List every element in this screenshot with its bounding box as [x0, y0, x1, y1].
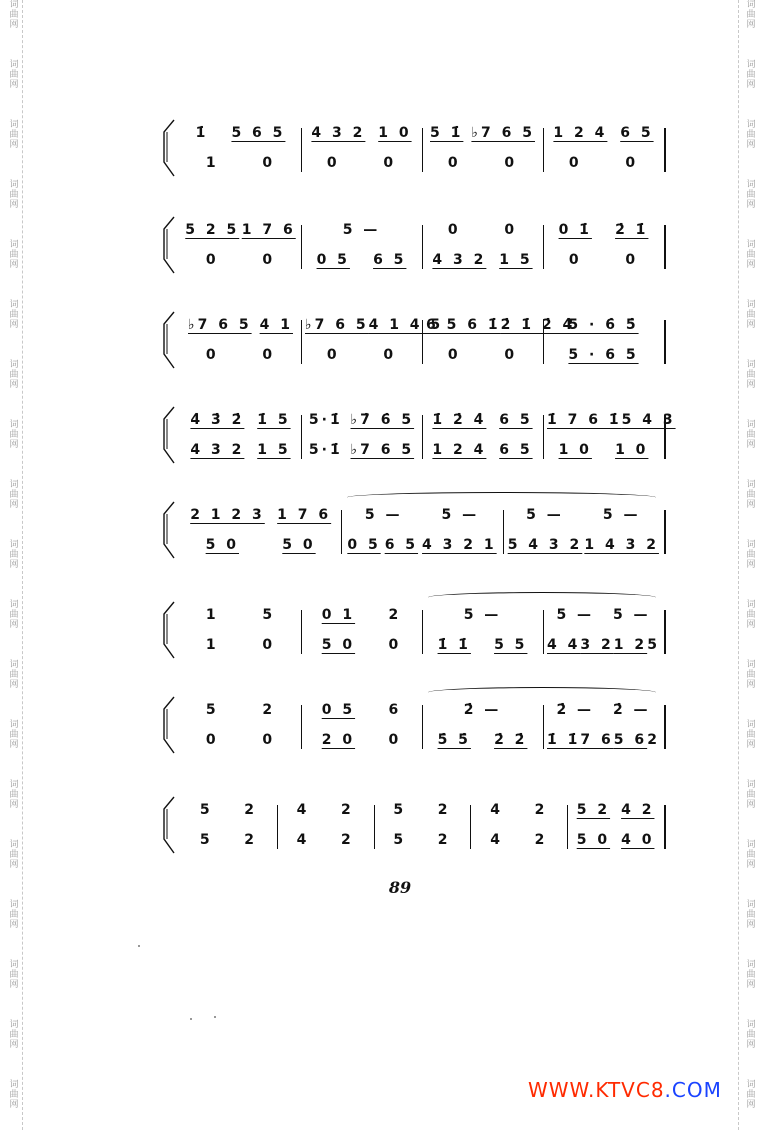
barline: [567, 805, 568, 849]
tie-slur: [428, 687, 656, 698]
note-group: ♭7 6 5: [471, 125, 535, 141]
note-group: 5·1̇: [308, 442, 343, 458]
note-group: 2: [244, 832, 257, 848]
measure: [547, 122, 660, 144]
note-group: 5 4 3: [621, 412, 676, 428]
note-group: 2: [647, 732, 660, 748]
score-system: [160, 310, 666, 366]
upper-staff: [180, 504, 664, 526]
measure: [547, 699, 660, 721]
watermark-text: 词 曲 网: [9, 300, 19, 330]
note-group: 5 0: [321, 637, 356, 653]
watermark-text: 词 曲 网: [746, 360, 756, 390]
note-group: 0: [205, 252, 219, 268]
note-group: 1 5: [499, 252, 533, 268]
note-group: 0: [447, 155, 461, 171]
note-group: ♭7̇ 6̇ 5: [350, 412, 415, 428]
note-group: 0: [625, 252, 639, 268]
note-group: 2̇ 1̇: [615, 222, 649, 238]
note-group: 2: [341, 802, 354, 818]
barline: [543, 705, 544, 749]
note-group: 0: [262, 252, 276, 268]
note-group: 2: [534, 832, 548, 848]
note-group: 0: [504, 155, 518, 171]
barline: [543, 610, 544, 654]
note-group: 5: [199, 802, 213, 818]
system-brace: [158, 118, 178, 178]
note-group: 0 5: [321, 702, 356, 718]
note-group: 2̇ 1̇ 2̇ 4̇: [500, 317, 576, 333]
note-group: 5·1̇: [308, 412, 343, 428]
note-group: 0: [383, 155, 397, 171]
measure: [426, 219, 539, 241]
site-suffix: .COM: [664, 1078, 722, 1102]
note-group: 5̇ 5̇: [437, 732, 471, 748]
note-group: 2: [534, 802, 548, 818]
note-group: 1 2 4: [553, 125, 608, 141]
note-group: 2: [262, 702, 276, 718]
note-group: 5 —: [342, 222, 381, 238]
watermark-text: 词 曲 网: [9, 780, 19, 810]
watermark-text: 词 曲 网: [9, 660, 19, 690]
measure: [426, 634, 539, 656]
measure: [281, 829, 370, 851]
watermark-text: 词 曲 网: [9, 600, 19, 630]
measure: [184, 219, 297, 241]
measure: [547, 249, 660, 271]
watermark-text: 词 曲 网: [746, 120, 756, 150]
note-group: 0: [262, 732, 276, 748]
measure: [184, 534, 337, 556]
system-brace: [158, 215, 178, 275]
final-barline: [664, 128, 666, 172]
note-group: 5 6: [613, 732, 648, 748]
note-group: 2̇ 2̇: [494, 732, 528, 748]
measure: [378, 799, 467, 821]
measure: [184, 314, 297, 336]
measure: [305, 409, 418, 431]
note-group: 1̇ 5: [257, 412, 291, 428]
watermark-text: 词 曲 网: [9, 420, 19, 450]
watermark-text: 词 曲 网: [9, 540, 19, 570]
note-group: 4 4: [547, 637, 581, 653]
measure: [426, 122, 539, 144]
barline: [301, 610, 302, 654]
measure: [547, 219, 660, 241]
note-group: 0: [447, 347, 461, 363]
watermark-text: 词 曲 网: [9, 840, 19, 870]
tie-slur: [428, 592, 656, 603]
watermark-text: 词 曲 网: [9, 240, 19, 270]
watermark-text: 词 曲 网: [746, 900, 756, 930]
note-group: 4 3 2: [432, 252, 487, 268]
barline: [422, 415, 423, 459]
measure: [305, 439, 418, 461]
site-watermark-logo: [528, 1078, 722, 1102]
note-group: 5 4 3 2: [507, 537, 583, 553]
note-group: 4 1: [259, 317, 293, 333]
measure: [184, 604, 297, 626]
note-group: 0 5: [347, 537, 381, 553]
system-brace: [158, 600, 178, 660]
site-prefix: WWW.: [528, 1078, 596, 1102]
measure: [426, 344, 539, 366]
note-group: 1̇ 7 6 1̇: [547, 412, 622, 428]
measure: [184, 634, 297, 656]
watermark-text: 词 曲 网: [9, 180, 19, 210]
right-margin-line: [738, 0, 739, 1130]
note-group: 1 2 4: [432, 442, 487, 458]
note-group: 0: [568, 155, 582, 171]
note-group: 4 2: [621, 802, 655, 818]
note-group: 5 0: [282, 537, 316, 553]
note-group: 1 7 6: [241, 222, 296, 238]
note-group: 5 2 5: [185, 222, 240, 238]
watermark-text: 词 曲 网: [746, 0, 756, 30]
measure: [184, 504, 337, 526]
note-group: 2 1 2 3: [190, 507, 265, 523]
measure: [426, 249, 539, 271]
measure: [426, 439, 539, 461]
measure: [184, 729, 297, 751]
note-group: 1: [205, 155, 219, 171]
measure: [547, 409, 676, 431]
measure: [345, 534, 498, 556]
note-group: 2̇ —: [612, 702, 651, 718]
watermark-text: 词 曲 网: [746, 420, 756, 450]
note-group: 1̇ 2̇ 4̇: [432, 412, 487, 428]
watermark-text: 词 曲 网: [746, 300, 756, 330]
left-margin-line: [22, 0, 23, 1130]
final-barline: [664, 415, 666, 459]
note-group: 0: [388, 732, 402, 748]
note-group: 6 5 6 1̇: [426, 317, 501, 333]
measure: [305, 604, 418, 626]
note-group: 0: [326, 155, 340, 171]
measure: [184, 439, 297, 461]
note-group: 4: [490, 802, 503, 818]
note-group: 0: [447, 222, 461, 238]
note-group: 5 —: [556, 607, 595, 623]
watermark-text: 词 曲 网: [9, 1020, 19, 1050]
note-group: 0: [205, 732, 219, 748]
note-group: 1 2: [613, 637, 648, 653]
measure: [426, 152, 539, 174]
note-group: 5 · 6 5: [568, 347, 639, 363]
measure: [305, 249, 418, 271]
measure: [184, 249, 297, 271]
note-group: 0: [625, 155, 639, 171]
barline: [277, 805, 278, 849]
note-group: 5 —: [364, 507, 403, 523]
barline: [301, 415, 302, 459]
barline: [341, 510, 342, 554]
measure: [426, 729, 539, 751]
print-speck: [214, 1016, 216, 1018]
measure: [184, 344, 297, 366]
score-system: [160, 118, 666, 174]
watermark-text: 词 曲 网: [9, 720, 19, 750]
measure: [507, 504, 660, 526]
score-system: [160, 215, 666, 271]
note-group: 7 6: [580, 732, 614, 748]
watermark-text: 词 曲 网: [746, 840, 756, 870]
lower-staff: [180, 534, 664, 556]
measure: [571, 829, 660, 851]
note-group: 4 3 2: [311, 125, 366, 141]
measure: [571, 799, 660, 821]
note-group: 4 1 4 5: [368, 317, 444, 333]
measure: [547, 634, 660, 656]
watermark-text: 词 曲 网: [746, 60, 756, 90]
measure: [426, 409, 539, 431]
measure: [426, 604, 539, 626]
measure: [378, 829, 467, 851]
note-group: ♭7 6 5: [305, 317, 369, 333]
note-group: 0: [568, 252, 582, 268]
note-group: 1 4 3 2: [584, 537, 659, 553]
barline: [470, 805, 471, 849]
barline: [374, 805, 375, 849]
note-group: 5 5: [494, 637, 528, 653]
note-group: 1 0: [378, 125, 412, 141]
note-group: 0: [262, 637, 276, 653]
final-barline: [664, 805, 666, 849]
measure: [474, 799, 563, 821]
measure: [184, 829, 273, 851]
final-barline: [664, 705, 666, 749]
watermark-text: 词 曲 网: [9, 480, 19, 510]
measure: [305, 344, 418, 366]
measure: [547, 604, 660, 626]
note-group: 0 1̇: [558, 222, 592, 238]
note-group: 1̇ 1̇: [437, 637, 471, 653]
watermark-text: 词 曲 网: [746, 240, 756, 270]
barline: [301, 225, 302, 269]
note-group: 5 —: [441, 507, 480, 523]
measure: [547, 152, 660, 174]
system-brace: [158, 695, 178, 755]
measure: [184, 799, 273, 821]
note-group: 2̇ —: [463, 702, 502, 718]
score-system: [160, 405, 676, 461]
note-group: 4 0: [621, 832, 655, 848]
note-group: 5 0: [576, 832, 611, 848]
note-group: 0 5: [316, 252, 350, 268]
note-group: 2: [341, 832, 354, 848]
watermark-text: 词 曲 网: [746, 600, 756, 630]
measure: [426, 314, 576, 336]
upper-staff: [180, 799, 664, 821]
note-group: 5: [647, 637, 660, 653]
measure: [474, 829, 563, 851]
system-brace: [158, 500, 178, 560]
system-brace: [158, 795, 178, 855]
measure: [305, 314, 444, 336]
note-group: 4 3 2: [190, 442, 245, 458]
note-group: 4: [490, 832, 503, 848]
system-brace: [158, 405, 178, 465]
note-group: 6 5: [373, 252, 407, 268]
note-group: 1̇: [195, 125, 209, 141]
watermark-text: 词 曲 网: [9, 120, 19, 150]
watermark-text: 词 曲 网: [746, 720, 756, 750]
note-group: 0: [504, 347, 518, 363]
note-group: 5 0: [205, 537, 239, 553]
barline: [543, 225, 544, 269]
score-system: [160, 600, 666, 656]
note-group: 5 —: [602, 507, 641, 523]
note-group: 1: [205, 637, 219, 653]
note-group: 6 5: [384, 537, 419, 553]
measure: [184, 409, 297, 431]
watermark-text: 词 曲 网: [9, 900, 19, 930]
note-group: 4: [296, 802, 310, 818]
measure: [281, 799, 370, 821]
barline: [543, 128, 544, 172]
note-group: 0: [205, 347, 219, 363]
note-group: 4̇ 3̇ 2̇: [190, 412, 245, 428]
final-barline: [664, 225, 666, 269]
barline: [301, 705, 302, 749]
note-group: 0 1: [321, 607, 356, 623]
note-group: 0: [388, 637, 402, 653]
barline: [422, 225, 423, 269]
note-group: 2: [437, 832, 451, 848]
note-group: 5: [205, 702, 219, 718]
measure: [305, 729, 418, 751]
watermark-text: 词 曲 网: [9, 60, 19, 90]
note-group: 5: [393, 832, 407, 848]
note-group: 5 —: [526, 507, 564, 523]
site-brand: KTVC8: [595, 1078, 665, 1102]
note-group: 1 7 6: [277, 507, 332, 523]
lower-staff: [180, 829, 664, 851]
note-group: 2: [244, 802, 257, 818]
note-group: 1 0: [558, 442, 592, 458]
note-group: 5: [262, 607, 276, 623]
measure: [547, 344, 660, 366]
barline: [422, 128, 423, 172]
watermark-text: 词 曲 网: [746, 1080, 756, 1110]
measure: [305, 152, 418, 174]
watermark-text: 词 曲 网: [746, 1020, 756, 1050]
measure: [305, 219, 418, 241]
final-barline: [664, 320, 666, 364]
note-group: 2: [437, 802, 451, 818]
note-group: 5 6 5: [231, 125, 286, 141]
measure: [305, 634, 418, 656]
watermark-text: 词 曲 网: [9, 1080, 19, 1110]
watermark-text: 词 曲 网: [746, 540, 756, 570]
note-group: 5: [199, 832, 213, 848]
measure: [547, 314, 660, 336]
note-group: 0: [326, 347, 340, 363]
note-group: 6 5: [620, 125, 654, 141]
barline: [503, 510, 504, 554]
watermark-text: 词 曲 网: [746, 960, 756, 990]
barline: [543, 320, 544, 364]
note-group: 0: [383, 347, 397, 363]
watermark-text: 词 曲 网: [746, 660, 756, 690]
measure: [547, 729, 660, 751]
measure: [547, 439, 660, 461]
watermark-text: 词 曲 网: [746, 480, 756, 510]
tie-slur: [347, 492, 656, 503]
note-group: 6 5: [499, 412, 533, 428]
note-group: 6: [388, 702, 402, 718]
final-barline: [664, 510, 666, 554]
score-system: [160, 695, 666, 751]
measure: [507, 534, 660, 556]
note-group: 5 2: [576, 802, 611, 818]
final-barline: [664, 610, 666, 654]
note-group: 2̇ —: [556, 702, 595, 718]
note-group: ♭7 6 5: [350, 442, 415, 458]
note-group: 0: [262, 347, 276, 363]
note-group: 2 0: [321, 732, 356, 748]
note-group: 3 2: [580, 637, 614, 653]
measure: [184, 152, 297, 174]
measure: [426, 699, 539, 721]
note-group: 0: [504, 222, 518, 238]
barline: [543, 415, 544, 459]
note-group: 5 —: [612, 607, 651, 623]
watermark-text: 词 曲 网: [9, 0, 19, 30]
note-group: 4: [296, 832, 310, 848]
note-group: 6 5: [499, 442, 533, 458]
note-group: 5 —: [463, 607, 502, 623]
barline: [422, 610, 423, 654]
score-system: [160, 795, 666, 851]
note-group: 1: [205, 607, 219, 623]
watermark-text: 词 曲 网: [9, 360, 19, 390]
barline: [301, 128, 302, 172]
barline: [301, 320, 302, 364]
measure: [184, 699, 297, 721]
note-group: 5: [393, 802, 407, 818]
note-group: 0: [262, 155, 276, 171]
page-number: 89: [388, 878, 412, 897]
system-brace: [158, 310, 178, 370]
score-system: [160, 500, 666, 556]
note-group: ♭7 6 5: [188, 317, 252, 333]
note-group: 1 0: [615, 442, 649, 458]
watermark-text: 词 曲 网: [746, 780, 756, 810]
watermark-text: 词 曲 网: [9, 960, 19, 990]
barline: [422, 705, 423, 749]
watermark-text: 词 曲 网: [746, 180, 756, 210]
print-speck: [190, 1018, 192, 1020]
measure: [305, 122, 418, 144]
print-speck: [138, 945, 140, 947]
barline: [422, 320, 423, 364]
note-group: 5 1̇: [430, 125, 464, 141]
note-group: 1 5: [257, 442, 291, 458]
measure: [184, 122, 297, 144]
measure: [305, 699, 418, 721]
note-group: 4 3 2 1: [422, 537, 497, 553]
note-group: 1̇ 1̇: [547, 732, 581, 748]
note-group: 5 · 6̇ 5̇: [568, 317, 639, 333]
measure: [345, 504, 498, 526]
note-group: 2: [388, 607, 402, 623]
